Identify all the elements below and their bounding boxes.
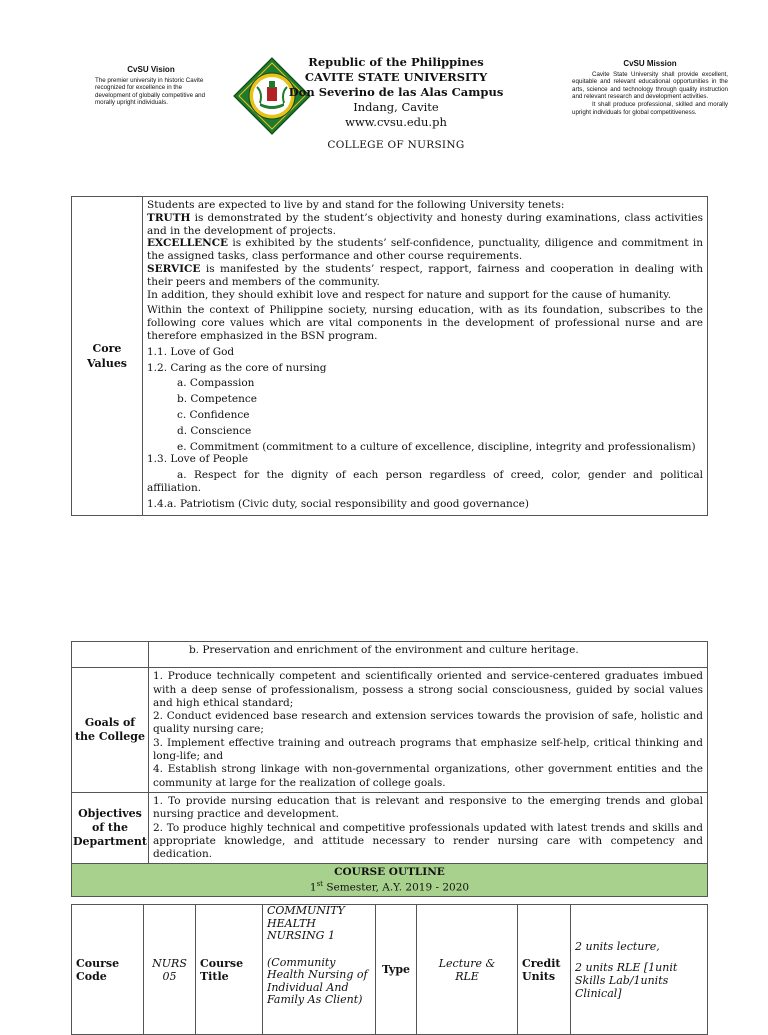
course-code-value: NURS 05 — [144, 905, 196, 1035]
vision-text: The premier university in historic Cavite recognized for excellence in the development of globally competitive and morally upright individuals. — [95, 76, 206, 107]
university-header — [280, 55, 512, 130]
goal-item: 4. Establish strong linkage with non-governmental organizations, other government entities and the community at large for the realization of college goals. — [152, 763, 703, 789]
goals-label: Goals of the College — [72, 668, 149, 793]
core-values-table — [71, 196, 708, 516]
mission-text-2: It shall produce professional, skilled and morally upright individuals for global competitiveness. — [572, 100, 728, 116]
cvsu-vision — [95, 66, 207, 107]
course-outline-banner — [72, 864, 708, 897]
course-outline-title: COURSE OUTLINE — [334, 866, 445, 879]
core-value-subitem: d. Conscience — [177, 424, 252, 437]
semester-line: 1st Semester, A.Y. 2019 - 2020 — [309, 880, 470, 894]
core-value-subitem: a. Compassion — [177, 377, 255, 390]
goals-content — [148, 668, 707, 793]
goal-item: 2. Conduct evidenced base research and extension services towards the provision of safe, holistic and quality nursing care; — [152, 710, 703, 736]
service-tenet: SERVICE is manifested by the students’ respect, rapport, fairness and cooperation in dealing with their peers and members of the community. — [147, 262, 703, 288]
core-value-subitem: b. Competence — [177, 393, 257, 406]
credit-units-label: Credit Units — [518, 905, 571, 1035]
core-value-item: 1.3. Love of People — [147, 453, 249, 466]
republic-line: Republic of the Philippines — [308, 55, 484, 69]
campus-name: Don Severino de las Alas Campus — [288, 85, 504, 99]
type-value: Lecture & RLE — [417, 905, 518, 1035]
campus-location: Indang, Cavite — [353, 100, 439, 114]
core-value-subitem: a. Respect for the dignity of each person regardless of creed, color, gender and political affiliation. — [147, 469, 703, 494]
university-website: www.cvsu.edu.ph — [345, 115, 447, 129]
core-value-subitem: e. Commitment (commitment to a culture of excellence, discipline, integrity and professionalism) — [177, 440, 696, 453]
preservation-text: b. Preservation and enrichment of the environment and culture heritage. — [148, 642, 707, 668]
core-value-subitem: c. Confidence — [177, 408, 250, 421]
context-text: Within the context of Philippine society, nursing education, with as its foundation, subscribes to the following core values which are vital components in the development of professional nurse and are therefore emphasized in the BSN program. — [147, 304, 703, 342]
mission-text-1: Cavite State University shall provide excellent, equitable and relevant educational opportunities in the arts, science and technology through quality instruction and relevant research and development activities. — [572, 70, 728, 101]
goal-item: 3. Implement effective training and outreach programs that emphasize self-help, critical thinking and long-life; and — [152, 736, 703, 763]
empty-label-cell — [72, 642, 149, 668]
college-name: COLLEGE OF NURSING — [327, 139, 465, 151]
goals-objectives-table — [71, 641, 708, 897]
core-values-intro: Students are expected to live by and stand for the following University tenets: — [147, 199, 565, 211]
objective-item: 2. To produce highly technical and competitive professionals updated with latest trends and skills and appropriate knowledge, and attitude necessary to render nursing care with competency and dedication. — [152, 821, 703, 861]
university-name: CAVITE STATE UNIVERSITY — [304, 70, 488, 84]
type-label: Type — [376, 905, 417, 1035]
credit-units-value: 2 units lecture, 2 units RLE [1unit Skills Lab/1units Clinical] — [571, 905, 708, 1035]
excellence-tenet: EXCELLENCE is exhibited by the students’ self-confidence, punctuality, diligence and commitment in the assigned tasks, class performance and other course requirements. — [147, 237, 703, 263]
objective-item: 1. To provide nursing education that is relevant and responsive to the emerging trends and global nursing practice and development. — [152, 794, 703, 821]
core-value-item: 1.1. Love of God — [147, 345, 235, 358]
core-values-content — [143, 197, 708, 516]
addition-text: In addition, they should exhibit love and respect for nature and support for the cause of humanity. — [147, 288, 672, 301]
vision-title: CvSU Vision — [127, 65, 175, 74]
mission-title: CvSU Mission — [623, 59, 677, 68]
course-code-label: Course Code — [72, 905, 144, 1035]
core-values-label: Core Values — [72, 197, 143, 516]
course-info-table — [71, 904, 708, 1035]
course-title-label: Course Title — [196, 905, 263, 1035]
core-value-item: 1.2. Caring as the core of nursing — [147, 361, 327, 374]
cvsu-mission — [572, 60, 728, 116]
truth-tenet: TRUTH is demonstrated by the student’s objectivity and honesty during examinations, class activities and in the development of projects. — [147, 211, 703, 237]
goal-item: 1. Produce technically competent and scientifically oriented and service-centered graduates imbued with a deep sense of professionalism, possess a strong social consciousness, guided by social values and high ethical standard; — [152, 670, 703, 709]
core-value-item: 1.4.a. Patriotism (Civic duty, social responsibility and good governance) — [147, 497, 529, 510]
objectives-label: Objectives of the Department — [72, 792, 149, 863]
objectives-content — [148, 792, 707, 863]
course-title-value: COMMUNITY HEALTH NURSING 1 (Community Health Nursing of Individual And Family As Client) — [263, 905, 376, 1035]
